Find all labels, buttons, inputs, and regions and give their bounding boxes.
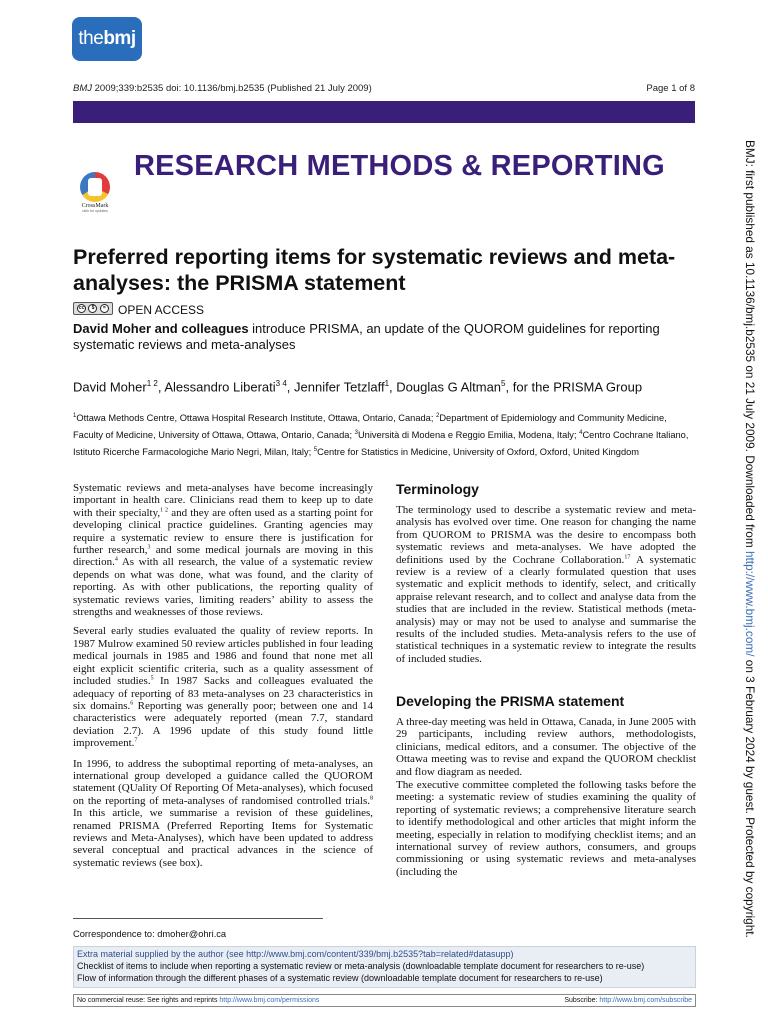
journal-name: BMJ [73, 83, 92, 94]
terminology-body [396, 504, 696, 666]
subscribe-link[interactable]: http://www.bmj.com/subscribe [599, 997, 692, 1004]
correspondence: Correspondence to: dmoher@ohri.ca [73, 929, 227, 939]
crossmark-label: CrossMark [81, 203, 109, 209]
author-list: David Moher$^{1 2}$, Alessandro Liberati$^{3 4}$, Jennifer Tetzlaff$^1$, Douglas G Altman$^5$, for the PRISMA Group [73, 379, 643, 395]
permissions-link[interactable]: http://www.bmj.com/permissions [219, 997, 320, 1004]
heading-terminology: Terminology [396, 481, 479, 497]
divider [73, 918, 323, 919]
extra-material-link[interactable]: Extra material supplied by the author (see http://www.bmj.com/content/339/bmj.b2535?tab=related#datasupp) [77, 949, 514, 959]
paragraph: The terminology used to describe a systematic review and meta-analysis has evolved over time. One reason for changing the name from QUOROM to PRISMA was the desire to encompass both systematic reviews and meta-analyses. We have adopted the definitions used by the Cochrane Collaboration.$^{17}$ A systematic review is a review of a clearly formulated question that uses systematic and explicit methods to identify, select, and critically appraise relevant research, and to collect and analyse data from the studies that are included in the review. Statistical methods (meta-analysis) may or may not be used to analyse and summarise the results of the included studies. Meta-analysis refers to the use of statistical techniques in a systematic review to integrate the results of included studies. [396, 504, 696, 665]
paragraph: Several early studies evaluated the quality of review reports. In 1987 Mulrow examined 50 review articles published in four leading medical journals in 1985 and 1986 and found that none met all eight explicit scientific criteria, such as a quality assessment of included studies.$^5$ In 1987 Sacks and colleagues evaluated the adequacy of reporting of 83 meta-analyses on 23 characteristics in six domains.$^6$ Reporting was generally poor; between one and 14 characteristics were adequately reported (mean 7.7, standard deviation 2.7). A 1996 update of this study found little improvement.$^7$ [73, 625, 373, 750]
bmj-link[interactable]: http://www.bmj.com/ [743, 550, 757, 657]
standfirst-bold: David Moher and colleagues [73, 321, 249, 336]
author-name: Alessandro Liberati [164, 379, 276, 395]
standfirst-text: introduce PRISMA, an update of the QUOROM guidelines for reporting systematic reviews and meta-analyses [73, 321, 660, 352]
section-title: RESEARCH METHODS & REPORTING [134, 150, 665, 182]
header-bar [73, 101, 695, 123]
footer [73, 994, 696, 1007]
extra-material-box [73, 946, 696, 988]
side-text: BMJ: first published as 10.1136/bmj.b2535 on 21 July 2009. Downloaded from [743, 140, 757, 551]
left-column [73, 482, 373, 870]
extra-item[interactable]: Checklist of items to include when reporting a systematic review or meta-analysis (downloadable template document for researchers to re-use) [77, 961, 645, 971]
author-name: Douglas G Altman [396, 379, 502, 395]
author-name: David Moher [73, 379, 147, 395]
citation-line [73, 83, 372, 94]
side-notice [743, 140, 757, 938]
crossmark-icon [80, 172, 110, 202]
bmj-logo[interactable] [72, 17, 142, 61]
page-number: Page 1 of 8 [646, 83, 695, 94]
open-access-label: OPEN ACCESS [118, 303, 205, 317]
developing-body [396, 716, 696, 879]
citation-text: 2009;339:b2535 doi: 10.1136/bmj.b2535 (Published 21 July 2009) [92, 83, 372, 94]
paragraph: Systematic reviews and meta-analyses have become increasingly important in health care. Clinicians read them to keep up to date with their specialty,$^{1 2}$ and they are often used as a starting point for developing clinical practice guidelines. Granting agencies may require a systematic review to ensure there is justification for further research,$^3$ and some medical journals are moving in this direction.$^4$ As with all research, the value of a systematic review depends on what was done, what was found, and the clarity of reporting. As with other publications, the reporting quality of systematic reviews varies, limiting readers’ ability to assess the strengths and weaknesses of those reviews. [73, 482, 373, 619]
paragraph: The executive committee completed the following tasks before the meeting: a systematic review of studies examining the quality of reporting of systematic reviews; a comprehensive literature search to identify methodological and other articles that might inform the meeting, especially in relation to modifying checklist items; and an international survey of review authors, consumers, and groups commissioning or using systematic reviews and meta-analyses (including the [396, 779, 696, 878]
extra-item[interactable]: Flow of information through the different phases of a systematic review (downloadable template document for researchers to re-use) [77, 973, 603, 983]
affiliations: $^1$Ottawa Methods Centre, Ottawa Hospital Research Institute, Ottawa, Ontario, Canada; $^2$Department of Epidemiology and Community Medicine, Faculty of Medicine, University of Ottawa, Ottawa, Ontario, Canada; $^3$Università di Modena e Reggio Emilia, Modena, Italy; $^4$Centro Cochrane Italiano, Istituto Ricerche Farmacologiche Mario Negri, Milan, Italy; $^5$Centre for Statistics in Medicine, University of Oxford, Oxford, United Kingdom [73, 413, 689, 458]
paragraph: In 1996, to address the suboptimal reporting of meta-analyses, an international group developed a guidance called the QUOROM statement (QUality Of Reporting Of Meta-analyses), which focused on the reporting of meta-analyses of randomised controlled trials.$^8$ In this article, we summarise a revision of these guidelines, renamed PRISMA (Preferred Reporting Items for Systematic reviews and Meta-Analyses), which have been updated to address several conceptual and practical advances in the science of systematic reviews (see box). [73, 757, 373, 869]
logo-part2: bmj [103, 28, 136, 49]
author-name: Jennifer Tetzlaff [294, 379, 385, 395]
crossmark-badge[interactable] [78, 172, 112, 218]
crossmark-sub: click for updates [82, 209, 108, 213]
footer-left-text: No commercial reuse: See rights and reprints [77, 997, 220, 1004]
paragraph: A three-day meeting was held in Ottawa, Canada, in June 2005 with 29 participants, including review authors, methodologists, clinicians, medical editors, and a consumer. The objective of the Ottawa meeting was to revise and expand the QUOROM checklist and flow diagram as needed. [396, 716, 696, 778]
cc-license-icon[interactable]: cc $ = [73, 302, 113, 315]
article-title: Preferred reporting items for systematic reviews and meta-analyses: the PRISMA statement [73, 245, 676, 295]
standfirst [73, 321, 698, 353]
heading-developing: Developing the PRISMA statement [396, 693, 625, 709]
side-text: on 3 February 2024 by guest. Protected by copyright. [743, 656, 757, 938]
footer-right-text: Subscribe: [564, 997, 600, 1004]
logo-part1: the [78, 28, 104, 49]
